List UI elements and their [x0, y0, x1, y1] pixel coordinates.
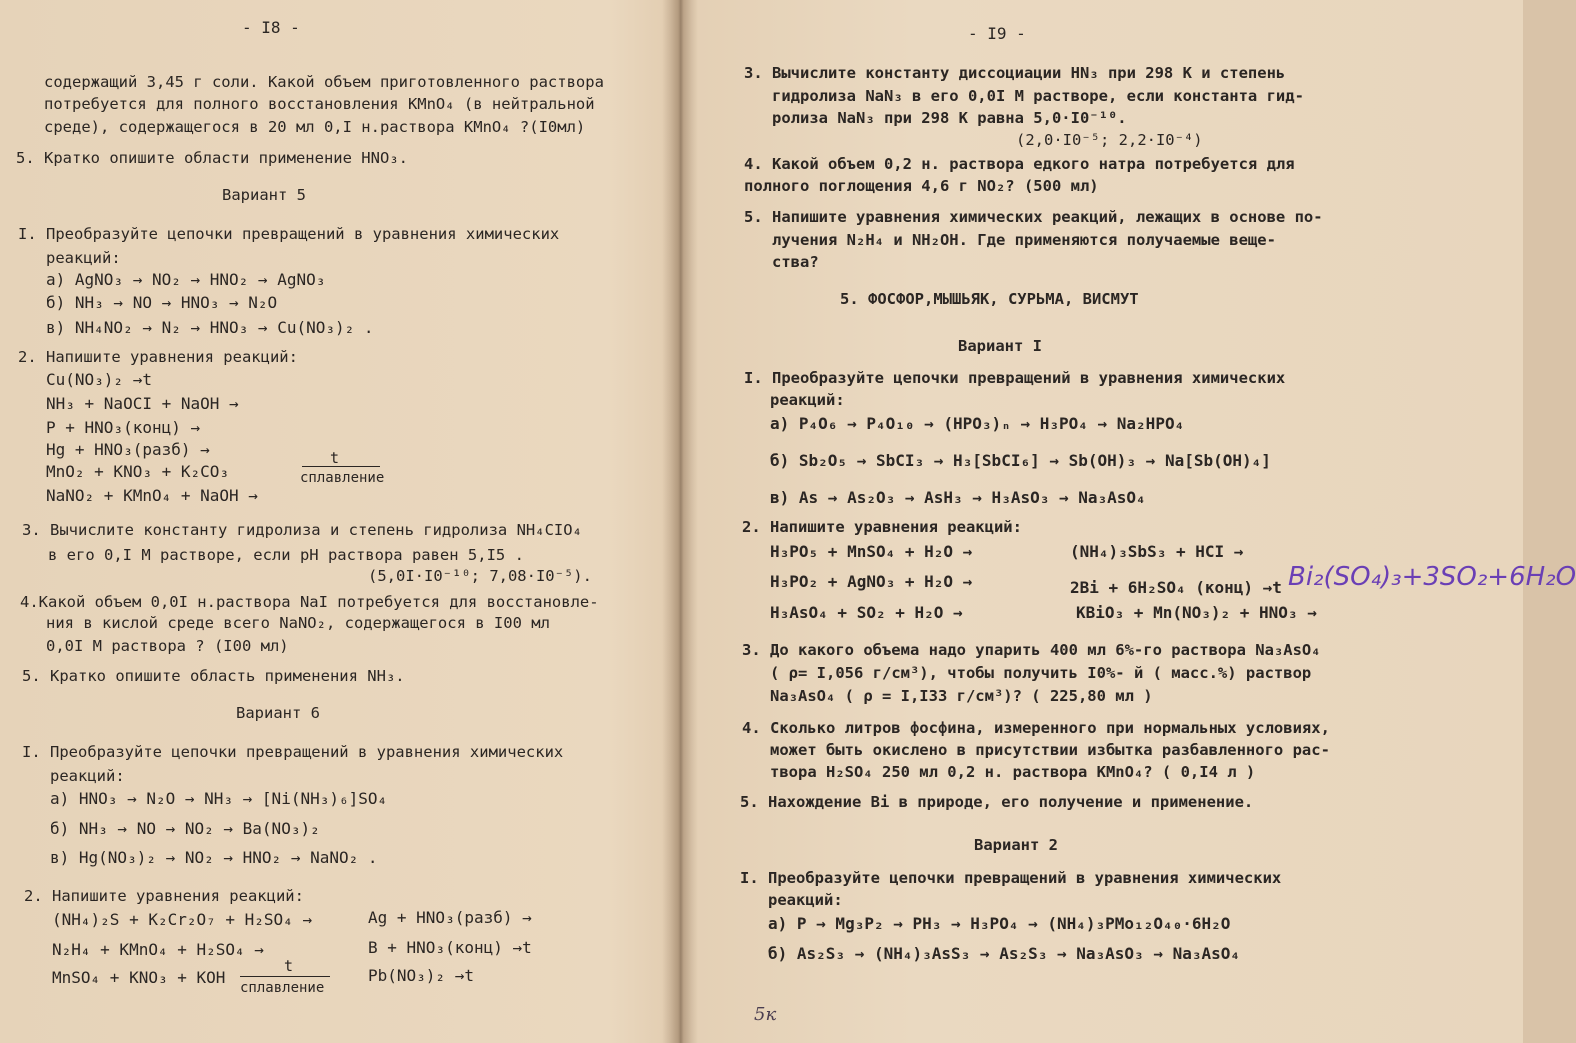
- formula-line: б) NH₃ → NO → NO₂ → Ba(NO₃)₂: [50, 819, 320, 838]
- task-line: полного поглощения 4,6 г NO₂? (500 мл): [744, 177, 1099, 195]
- reaction-arrow: [302, 466, 380, 467]
- formula-line: MnO₂ + KNO₃ + K₂CO₃: [46, 462, 230, 481]
- task-line: 2. Напишите уравнения реакций:: [742, 518, 1022, 536]
- task-line: 3. Вычислите константу диссоциации HN₃ при 298 K и степень: [744, 64, 1286, 82]
- text-line: содержащий 3,45 г соли. Какой объем приготовленного раствора: [44, 73, 604, 91]
- formula-line: в) As → As₂O₃ → AsH₃ → H₃AsO₃ → Na₃AsO₄: [770, 488, 1146, 507]
- task-line: Na₃AsO₄ ( ρ = I,I33 г/см³)? ( 225,80 мл ): [770, 687, 1153, 705]
- formula-line: а) AgNO₃ → NO₂ → HNO₂ → AgNO₃: [46, 270, 326, 289]
- task-line: реакций:: [50, 767, 125, 785]
- formula-line: Cu(NO₃)₂ →t: [46, 370, 152, 389]
- formula-line: NH₃ + NaOCI + NaOH →: [46, 394, 239, 413]
- formula-line: в) NH₄NO₂ → N₂ → HNO₃ → Cu(NO₃)₂ .: [46, 318, 374, 337]
- section-heading: 5. ФОСФОР,МЫШЬЯК, СУРЬМА, ВИСМУТ: [840, 290, 1139, 308]
- task-line: I. Преобразуйте цепочки превращений в уравнения химических: [744, 369, 1286, 387]
- variant-heading: Вариант 6: [236, 704, 320, 722]
- handwritten-answer: Bi₂(SO₄)₃+3SO₂+6H₂O: [1288, 562, 1576, 592]
- task-line: ролиза NaN₃ при 298 K равна 5,0·I0⁻¹⁰.: [772, 109, 1127, 127]
- condition-label: сплавление: [240, 980, 325, 996]
- formula-line: б) NH₃ → NO → HNO₃ → N₂O: [46, 293, 278, 312]
- formula-line: (NH₄)₃SbS₃ + HCI →: [1070, 542, 1244, 561]
- variant-heading: Вариант 2: [974, 836, 1058, 854]
- formula-line: MnSO₄ + KNO₃ + KOH: [52, 968, 226, 987]
- condition-label: сплавление: [300, 470, 385, 486]
- task-line: ния в кислой среде всего NaNO₂, содержащегося в I00 мл: [46, 614, 550, 632]
- task-line: 5. Нахождение Bi в природе, его получение и применение.: [740, 793, 1254, 811]
- text-line: 5. Кратко опишите области применение HNO₃.: [16, 149, 408, 167]
- task-line: 5. Напишите уравнения химических реакций, лежащих в основе по-: [744, 208, 1323, 226]
- formula-line: б) As₂S₃ → (NH₄)₃AsS₃ → As₂S₃ → Na₃AsO₃ → Na₃AsO₄: [768, 944, 1241, 963]
- task-line: реакций:: [46, 249, 121, 267]
- task-line: I. Преобразуйте цепочки превращений в уравнения химических: [22, 743, 564, 761]
- answer-line: (5,0I·I0⁻¹⁰; 7,08·I0⁻⁵).: [368, 567, 592, 585]
- formula-line: в) Hg(NO₃)₂ → NO₂ → HNO₂ → NaNO₂ .: [50, 848, 378, 867]
- task-line: I. Преобразуйте цепочки превращений в уравнения химических: [18, 225, 560, 243]
- condition-label: t: [330, 449, 340, 467]
- page-number: - I9 -: [968, 24, 1026, 43]
- task-line: ( ρ= I,056 г/см³), чтобы получить I0%- й ( масс.%) раствор: [770, 664, 1312, 682]
- formula-line: P + HNO₃(конц) →: [46, 418, 201, 437]
- formula-line: б) Sb₂O₅ → SbCI₃ → H₃[SbCI₆] → Sb(OH)₃ → Na[Sb(OH)₄]: [770, 451, 1271, 470]
- task-line: I. Преобразуйте цепочки превращений в уравнения химических: [740, 869, 1282, 887]
- task-line: гидролиза NaN₃ в его 0,0I M растворе, если константа гид-: [772, 87, 1304, 105]
- task-line: 3. Вычислите константу гидролиза и степень гидролиза NH₄CIO₄: [22, 521, 582, 539]
- formula-line: N₂H₄ + KMnO₄ + H₂SO₄ →: [52, 940, 264, 959]
- task-line: 2. Напишите уравнения реакций:: [18, 348, 298, 366]
- right-page: [690, 0, 1576, 1043]
- task-line: в его 0,I M растворе, если pH раствора равен 5,I5 .: [48, 546, 524, 564]
- task-line: 4. Какой объем 0,2 н. раствора едкого натра потребуется для: [744, 155, 1295, 173]
- text-line: среде), содержащегося в 20 мл 0,I н.раствора KMnO₄ ?(I0мл): [44, 118, 586, 136]
- page-number: - I8 -: [242, 18, 300, 37]
- task-line: может быть окислено в присутствии избытка разбавленного рас-: [770, 741, 1330, 759]
- formula-line: H₃PO₂ + AgNO₃ + H₂O →: [770, 572, 973, 591]
- formula-line: NaNO₂ + KMnO₄ + NaOH →: [46, 486, 258, 505]
- formula-line: 2Bi + 6H₂SO₄ (конц) →t: [1070, 578, 1282, 597]
- reaction-arrow: [240, 976, 330, 977]
- task-line: 4.Какой объем 0,0I н.раствора NaI потребуется для восстановле-: [20, 593, 599, 611]
- formula-line: KBiO₃ + Mn(NO₃)₂ + HNO₃ →: [1076, 603, 1317, 622]
- task-line: твора H₂SO₄ 250 мл 0,2 н. раствора KMnO₄? ( 0,I4 л ): [770, 763, 1256, 781]
- left-page: [0, 0, 670, 1043]
- formula-line: B + HNO₃(конц) →t: [368, 938, 532, 957]
- formula-line: (NH₄)₂S + K₂Cr₂O₇ + H₂SO₄ →: [52, 910, 313, 929]
- margin-note: 5к: [754, 1004, 777, 1025]
- formula-line: Ag + HNO₃(разб) →: [368, 908, 532, 927]
- task-line: 2. Напишите уравнения реакций:: [24, 887, 304, 905]
- text-line: потребуется для полного восстановления KMnO₄ (в нейтральной: [44, 95, 595, 113]
- task-line: 4. Сколько литров фосфина, измеренного при нормальных условиях,: [742, 719, 1330, 737]
- task-line: 0,0I M раствора ? (I00 мл): [46, 637, 289, 655]
- formula-line: H₃AsO₄ + SO₂ + H₂O →: [770, 603, 963, 622]
- answer-line: (2,0·I0⁻⁵; 2,2·I0⁻⁴): [1016, 131, 1203, 149]
- variant-heading: Вариант 5: [222, 186, 306, 204]
- task-line: 3. До какого объема надо упарить 400 мл 6%-го раствора Na₃AsO₄: [742, 641, 1321, 659]
- task-line: 5. Кратко опишите область применения NH₃.: [22, 667, 405, 685]
- task-line: реакций:: [768, 891, 843, 909]
- condition-label: t: [284, 957, 294, 975]
- formula-line: Hg + HNO₃(разб) →: [46, 440, 210, 459]
- task-line: реакций:: [770, 391, 845, 409]
- variant-heading: Вариант I: [958, 337, 1042, 355]
- formula-line: а) P → Mg₃P₂ → PH₃ → H₃PO₄ → (NH₄)₃PMo₁₂O₄₀·6H₂O: [768, 914, 1231, 933]
- task-line: ства?: [772, 253, 819, 271]
- formula-line: а) HNO₃ → N₂O → NH₃ → [Ni(NH₃)₆]SO₄: [50, 789, 388, 808]
- formula-line: а) P₄O₆ → P₄O₁₀ → (HPO₃)ₙ → H₃PO₄ → Na₂HPO₄: [770, 414, 1185, 433]
- task-line: лучения N₂H₄ и NH₂OH. Где применяются получаемые веще-: [772, 231, 1276, 249]
- formula-line: H₃PO₅ + MnSO₄ + H₂O →: [770, 542, 973, 561]
- formula-line: Pb(NO₃)₂ →t: [368, 966, 474, 985]
